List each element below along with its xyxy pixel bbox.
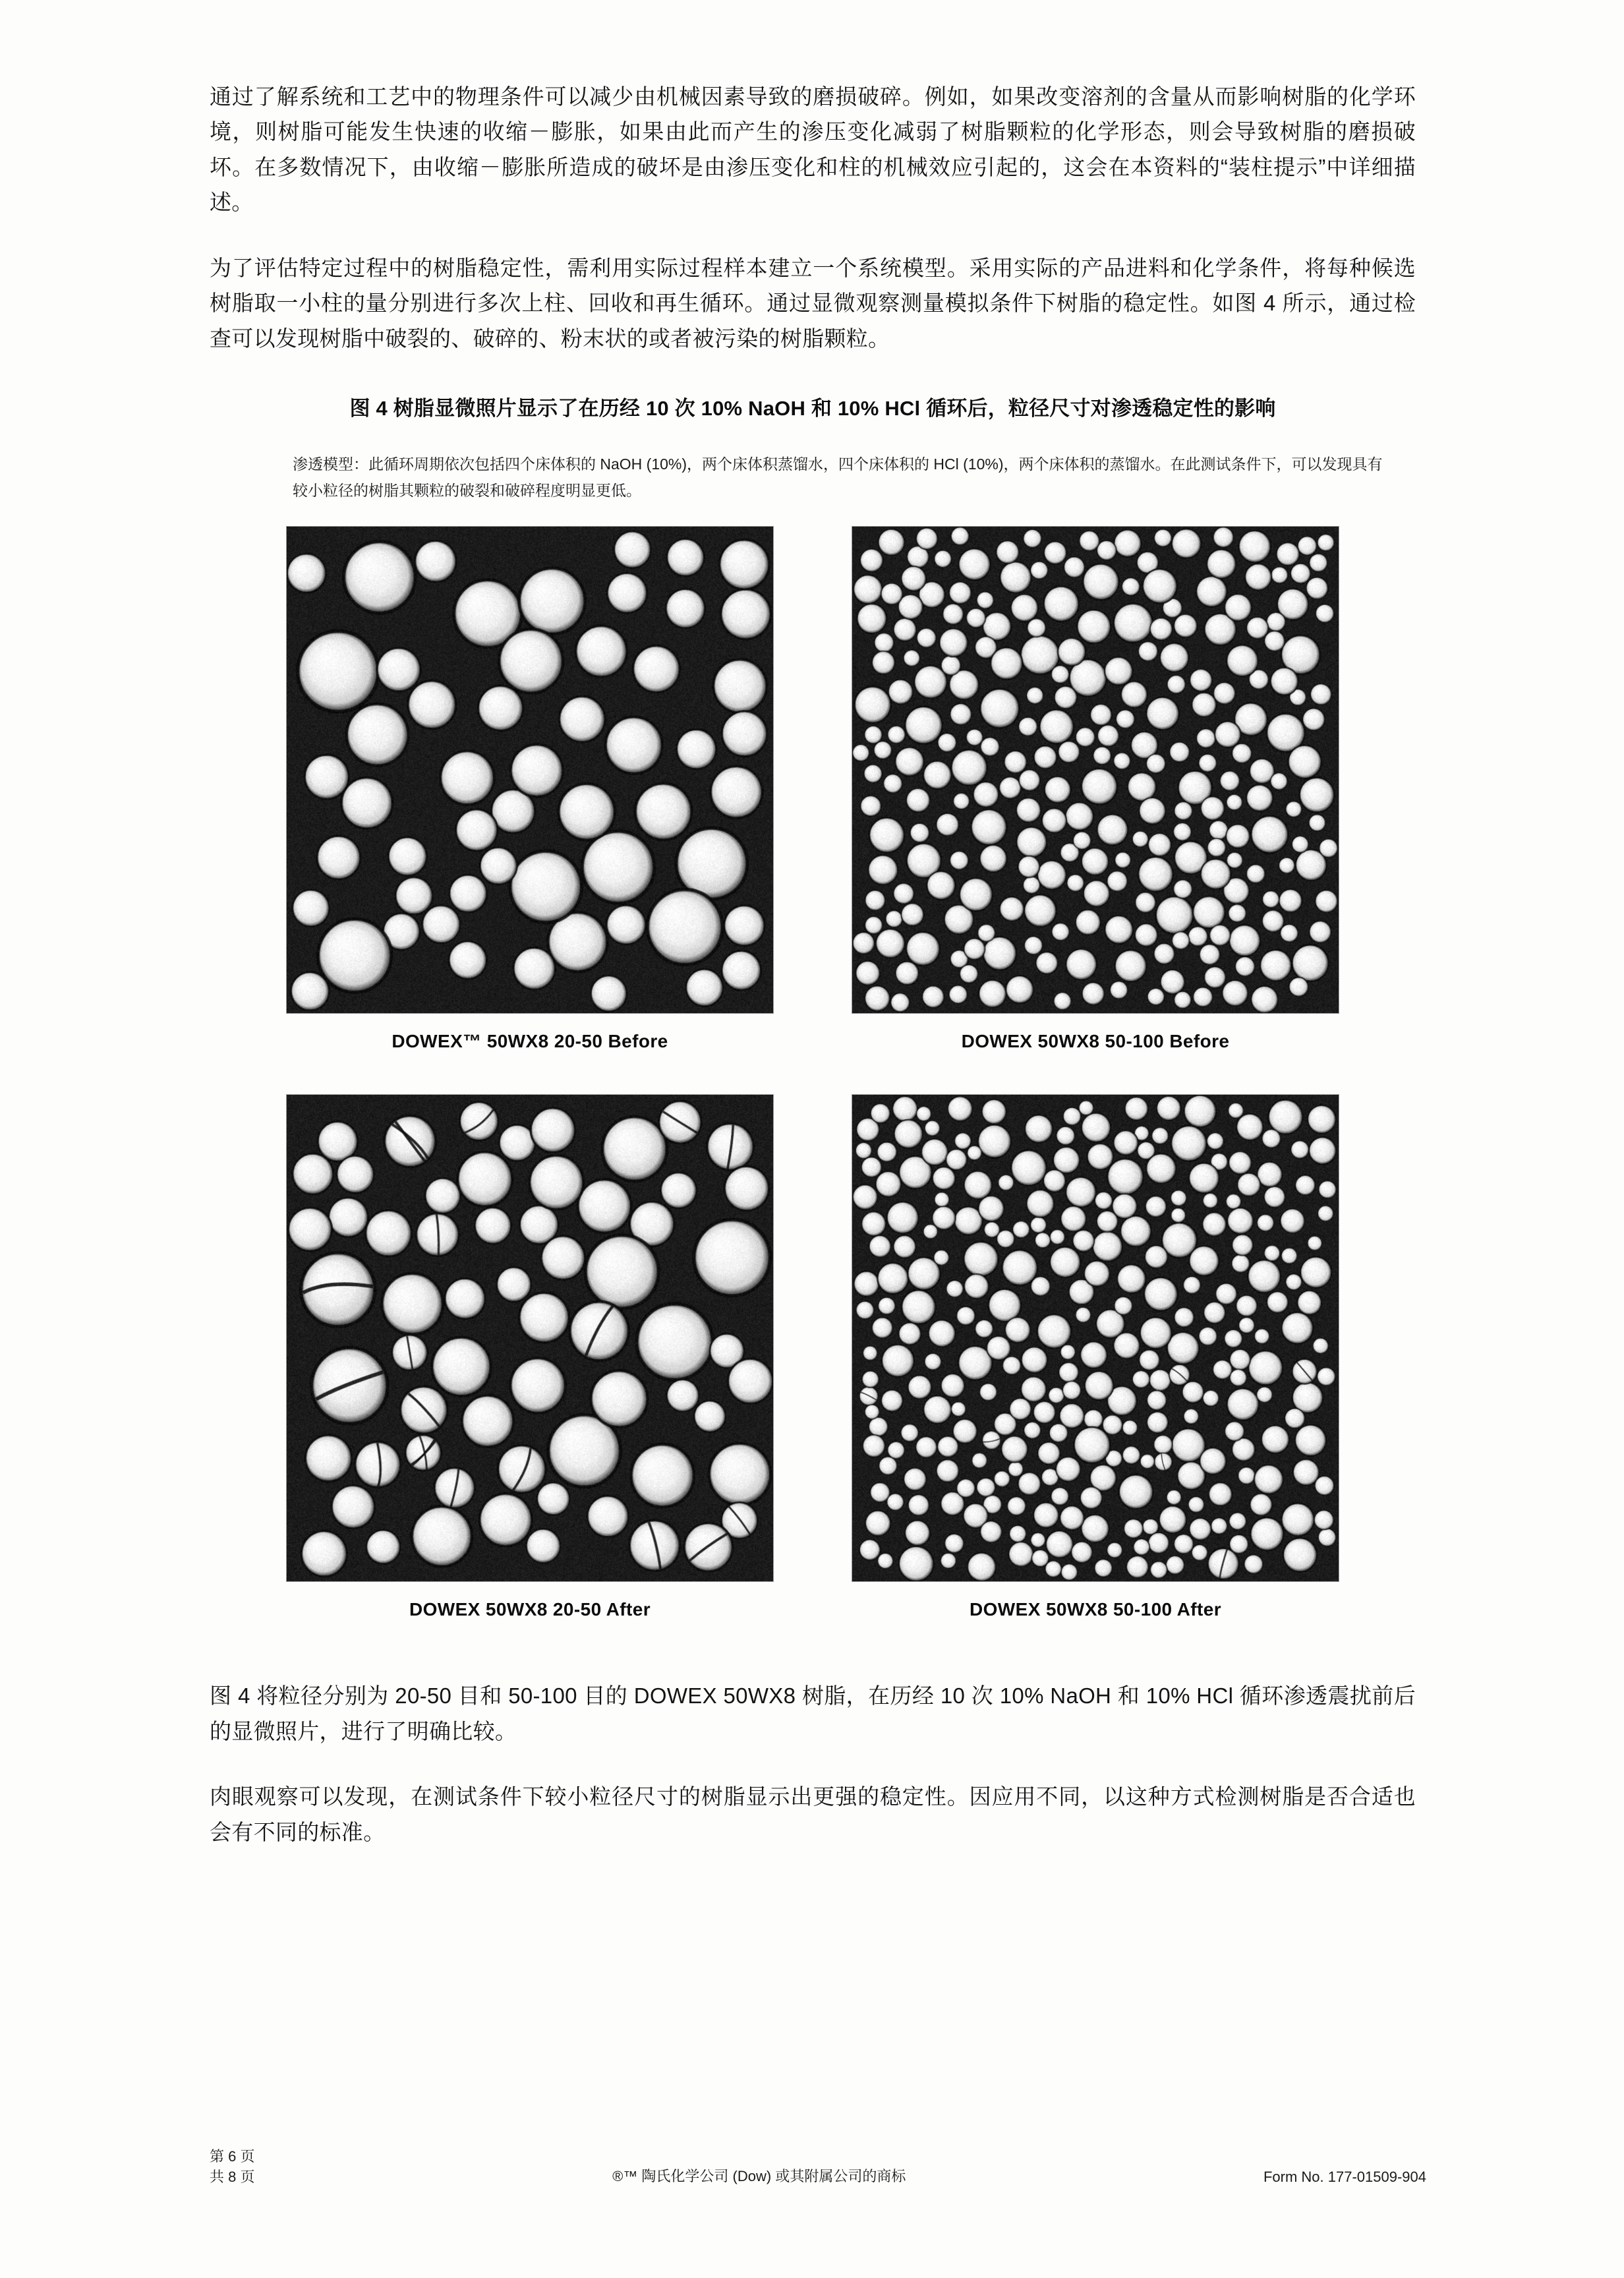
footer-page-numbers (210, 2146, 254, 2187)
micrograph-cell (286, 526, 774, 1088)
page-content (210, 79, 1416, 1880)
page-footer (210, 2146, 1426, 2187)
micrograph-row-bottom (210, 1094, 1416, 1656)
micrograph-label: DOWEX 50WX8 50-100 Before (961, 1031, 1230, 1052)
paragraph-2: 为了评估特定过程中的树脂稳定性，需利用实际过程样本建立一个系统模型。采用实际的产品进料和化学条件，将每种候选树脂取一小柱的量分别进行多次上柱、回收和再生循环。通过显微观察测量模拟条件下树脂的稳定性。如图 4 所示，通过检查可以发现树脂中破裂的、破碎的、粉末状的或者被污染的树脂颗粒。 (210, 255, 1416, 351)
figure-note: 渗透模型：此循环周期依次包括四个床体积的 NaOH (10%)，两个床体积蒸馏水，四个床体积的 HCl (10%)，两个床体积的蒸馏水。在此测试条件下，可以发现具有较小粒径的树脂其颗粒的破裂和破碎程度明显更低。 (293, 455, 1383, 499)
micrograph-label: DOWEX 50WX8 20-50 After (409, 1599, 651, 1620)
bottom-text-block (210, 1678, 1416, 1850)
micrograph-image-large-before (286, 526, 774, 1014)
paragraph-4: 肉眼观察可以发现，在测试条件下较小粒径尺寸的树脂显示出更强的稳定性。因应用不同，以这种方式检测树脂是否合适也会有不同的标准。 (210, 1784, 1416, 1844)
micrograph-cell (852, 1094, 1339, 1656)
figure-title: 图 4 树脂显微照片显示了在历经 10 次 10% NaOH 和 10% HCl 循环后，粒径尺寸对渗透稳定性的影响 (349, 397, 1276, 421)
micrograph-label: DOWEX 50WX8 50-100 After (969, 1599, 1222, 1620)
paragraph-1: 通过了解系统和工艺中的物理条件可以减少由机械因素导致的磨损破碎。例如，如果改变溶剂的含量从而影响树脂的化学环境，则树脂可能发生快速的收缩－膨胀，如果由此而产生的渗压变化减弱了树脂颗粒的化学形态，则会导致树脂的磨损破坏。在多数情况下，由收缩－膨胀所造成的破坏是由渗压变化和柱的机械效应引起的，这会在本资料的“装柱提示”中详细描述。 (210, 84, 1416, 215)
paragraph-3: 图 4 将粒径分别为 20-50 目和 50-100 目的 DOWEX 50WX8 树脂，在历经 10 次 10% NaOH 和 10% HCl 循环渗透震扰前后的显微照片，进行了明确比较。 (210, 1683, 1416, 1743)
micrograph-label: DOWEX™ 50WX8 20-50 Before (392, 1031, 668, 1052)
micrograph-cell (852, 526, 1339, 1088)
micrograph-row-top (210, 526, 1416, 1088)
micrograph-image-small-before (852, 526, 1339, 1014)
footer-page-total: 共 8 页 (210, 2168, 255, 2185)
micrograph-image-large-after (286, 1094, 774, 1582)
micrograph-image-small-after (852, 1094, 1339, 1582)
micrograph-cell (286, 1094, 774, 1656)
footer-trademark: ®™ 陶氏化学公司 (Dow) 或其附属公司的商标 (612, 2168, 906, 2184)
footer-page-current: 第 6 页 (210, 2147, 255, 2165)
footer-form-number: Form No. 177-01509-904 (1263, 2169, 1426, 2185)
micrograph-grid (210, 526, 1416, 1656)
